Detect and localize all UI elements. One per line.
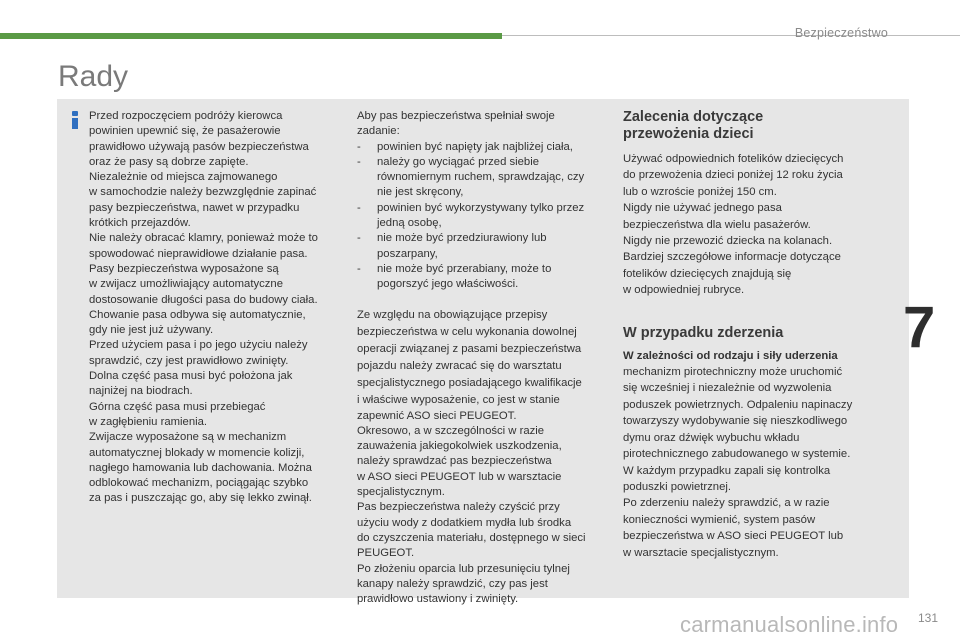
column-left [89, 109, 347, 507]
text-line: Bardziej szczegółowe informacje dotyczące [623, 251, 841, 264]
text-line: pasy bezpieczeństwa, nawet w przypadku [89, 201, 300, 214]
watermark-text: carmanualsonline.info [680, 612, 899, 637]
text-line: nie jest skręcony, [377, 186, 464, 199]
text-line: dostosowanie długości pasa do budowy ciała. [89, 293, 318, 306]
text-line: nagłego hamowania lub dachowania. Można [89, 461, 312, 474]
regulations-paragraph [357, 307, 615, 409]
text-line: pogorszyć jego właściwości. [377, 278, 519, 291]
text-line: równomiernym ruchem, sprawdzając, czy [377, 171, 585, 184]
text-line: odblokować mechanizm, pociągając szybko [89, 477, 309, 490]
chapter-number: 7 [903, 295, 936, 360]
text-line: PEUGEOT. [357, 547, 415, 560]
text-line: krótkich przejazdów. [89, 217, 191, 230]
text-line: należy go wyciągać przed siebie [377, 155, 540, 168]
text-line: fotelików dziecięcych znajdują się [623, 267, 792, 280]
section-title: Bezpieczeństwo [794, 26, 888, 40]
list-item-text [377, 140, 615, 155]
text-line: należy sprawdzać pas bezpieczeństwa [357, 455, 552, 468]
collision-paragraph [623, 348, 885, 561]
text-line: specjalistycznym. [357, 486, 445, 499]
text-line: najniżej na biodrach. [89, 385, 193, 398]
text-line: powinien być wykorzystywany tylko przez [377, 201, 585, 214]
header-accent-bar [0, 33, 502, 39]
text-line: Po zderzeniu należy sprawdzić, a w razie [623, 497, 830, 510]
text-line: nie może być przerabiany, może to [377, 262, 552, 275]
text-line: w ASO sieci PEUGEOT lub w warsztacie [357, 470, 562, 483]
text-line: Pasy bezpieczeństwa wyposażone są [89, 262, 279, 275]
list-item [357, 231, 615, 262]
bullet-dash: - [357, 232, 361, 245]
text-line: pojazdu należy zwracać się do warsztatu [357, 359, 562, 372]
list-item-text [377, 231, 615, 262]
header-rule [502, 35, 960, 36]
text-line: w samochodzie należy bezwzględnie zapinać [89, 186, 317, 199]
text-line: Przed rozpoczęciem podróży kierowca [89, 110, 283, 122]
list-item [357, 155, 615, 201]
text-line: bezpieczeństwa dla wielu pasażerów. [623, 218, 811, 231]
text-line: się wcześniej i niezależnie od wyzwolenia [623, 382, 832, 395]
text-line: Przed użyciem pasa i po jego użyciu należy [89, 339, 308, 352]
text-line: lub o wzroście poniżej 150 cm. [623, 185, 777, 198]
text-line: i właściwe wyposażenie, co jest w stanie [357, 393, 560, 406]
text-line: towarzyszy wydobywanie się nieszkodliwego [623, 415, 848, 428]
text-line: specjalistycznego posiadającego kwalifikacje [357, 376, 582, 389]
text-line: nie może być przedziurawiony lub [377, 232, 547, 245]
bullet-dash: - [357, 201, 361, 214]
text-line: Nie należy obracać klamry, ponieważ może to [89, 232, 318, 245]
text-line: powinien upewnić się, że pasażerowie [89, 125, 281, 138]
text-line: użyciu wody z dodatkiem mydła lub środka [357, 516, 572, 529]
text-line: gdy nie jest już używany. [89, 324, 214, 337]
text-line: poduszki powietrznej. [623, 480, 732, 493]
text-line: dymu oraz dźwięk wybuchu wkładu [623, 431, 800, 444]
text-line: zadanie: [357, 125, 400, 138]
text-line: do czyszczenia materiału, dostępnego w sieci [357, 531, 586, 544]
list-item [357, 140, 615, 155]
bullet-dash: - [357, 262, 361, 275]
text-line: Ze względu na obowiązujące przepisy [357, 308, 548, 321]
text-line: pirotechnicznego zabudowanego w systemie. [623, 448, 851, 461]
text-line: Nigdy nie używać jednego pasa [623, 202, 782, 215]
collision-lead: W zależności od rodzaju i siły uderzenia [623, 349, 838, 362]
text-line: Nigdy nie przewozić dziecka na kolanach. [623, 235, 833, 248]
text-line: w zagłębieniu ramienia. [89, 415, 208, 428]
list-item-text [377, 201, 615, 232]
column-middle [357, 109, 615, 607]
page-number: 131 [918, 611, 939, 625]
page-title: Rady [58, 60, 129, 93]
text-line: operacji związanej z pasami bezpieczeństwa [357, 342, 582, 355]
text-line: powinien być napięty jak najbliżej ciała, [377, 140, 573, 153]
text-line: prawidłowo ustawiony i zwinięty. [357, 593, 519, 606]
text-line: sprawdzić, czy jest prawidłowo zwinięty. [89, 354, 289, 367]
bullet-dash: - [357, 140, 361, 153]
maintenance-paragraph [357, 409, 615, 608]
belt-intro [357, 109, 615, 140]
text-line: spowodować nieprawidłowe działanie pasa. [89, 247, 308, 260]
list-item-text [377, 155, 615, 201]
text-line: Górna część pasa musi przebiegać [89, 400, 266, 413]
text-line: zapewnić ASO sieci PEUGEOT. [357, 409, 517, 422]
text-line: mechanizm pirotechniczny może uruchomić [623, 366, 843, 379]
children-heading: Zalecenia dotyczące przewożenia dzieci [623, 109, 764, 142]
text-line: w zwijacz umożliwiający automatyczne [89, 278, 283, 291]
list-item-text [377, 262, 615, 293]
text-line: Aby pas bezpieczeństwa spełniał swoje [357, 110, 555, 122]
text-line: kanapy należy sprawdzić, czy pas jest [357, 577, 548, 590]
text-line: za pas i puszczając go, aby się lekko zwinął. [89, 492, 312, 505]
text-line: w odpowiedniej rubryce. [623, 284, 745, 297]
text-line: w warsztacie specjalistycznym. [623, 546, 779, 559]
text-line: W każdym przypadku zapali się kontrolka [623, 464, 831, 477]
text-line: Pas bezpieczeństwa należy czyścić przy [357, 501, 560, 514]
column-right [623, 109, 885, 561]
text-line: poduszek powietrznych. Odpaleniu napinaczy [623, 398, 853, 411]
collision-heading: W przypadku zderzenia [623, 324, 784, 341]
text-line: bezpieczeństwa w ASO sieci PEUGEOT lub [623, 530, 844, 543]
text-line: Zwijacze wyposażone są w mechanizm [89, 431, 287, 444]
info-icon [68, 111, 82, 129]
text-line: jedną osobę, [377, 217, 442, 230]
children-paragraph [623, 151, 885, 299]
text-line: Po złożeniu oparcia lub przesunięciu tylnej [357, 562, 570, 575]
text-line: bezpieczeństwa w celu wykonania dowolnej [357, 325, 577, 338]
text-line: prawidłowo używają pasów bezpieczeństwa [89, 140, 309, 153]
text-line: konieczności wymienić, system pasów [623, 513, 816, 526]
text-line: Używać odpowiednich fotelików dziecięcych [623, 153, 844, 165]
text-line: Niezależnie od miejsca zajmowanego [89, 171, 278, 184]
text-line: zauważenia jakiegokolwiek uszkodzenia, [357, 440, 562, 453]
text-line: Dolna część pasa musi być położona jak [89, 370, 293, 383]
list-item [357, 262, 615, 293]
text-line: automatycznej blokady w momencie kolizji, [89, 446, 305, 459]
text-line: oraz że pasy są dobrze zapięte. [89, 155, 249, 168]
text-line: Okresowo, a w szczególności w razie [357, 424, 545, 437]
text-line: do przewożenia dzieci poniżej 12 roku życia [623, 169, 843, 182]
column-left-text [89, 109, 347, 507]
text-line: poszarpany, [377, 247, 438, 260]
list-item [357, 201, 615, 232]
belt-rules-list [357, 140, 615, 293]
bullet-dash: - [357, 155, 361, 168]
text-line: Chowanie pasa odbywa się automatycznie, [89, 308, 306, 321]
